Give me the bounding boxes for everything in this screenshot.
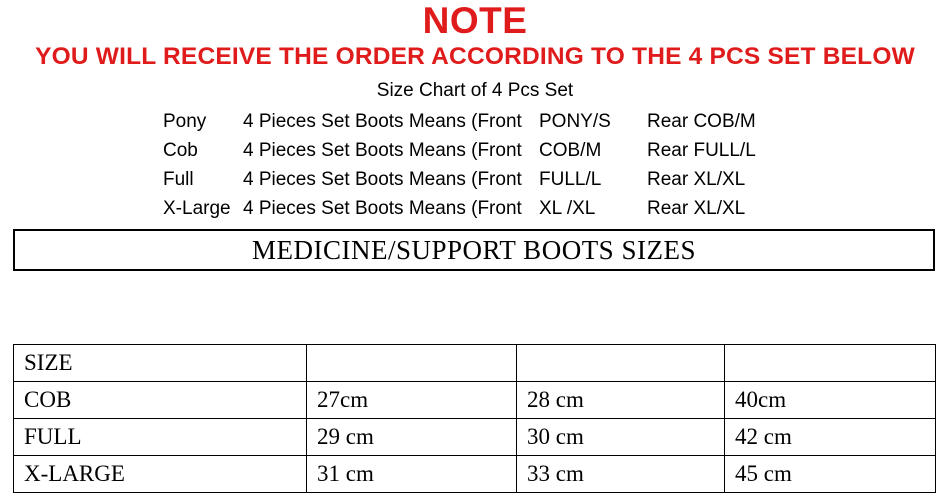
set-row-size: Cob: [163, 140, 198, 161]
column-header-4: [725, 345, 936, 382]
cell-val-2: 30 cm: [517, 419, 725, 456]
set-chart-caption: Size Chart of 4 Pcs Set: [376, 80, 574, 101]
column-header-3: [517, 345, 725, 382]
set-row-size: Pony: [163, 111, 207, 132]
cell-size: COB: [14, 382, 307, 419]
cell-val-3: 45 cm: [725, 456, 936, 493]
note-subtitle: YOU WILL RECEIVE THE ORDER ACCORDING TO THE 4 PCS SET BELOW: [35, 43, 915, 70]
table-row: [14, 456, 936, 493]
cell-val-3: 42 cm: [725, 419, 936, 456]
cell-val-3: 40cm: [725, 382, 936, 419]
table-row: [163, 194, 787, 223]
set-row-rear: Rear XL/XL: [647, 198, 746, 219]
column-header-2: [307, 345, 517, 382]
measurements-table: [13, 344, 936, 493]
set-chart-table: [163, 107, 787, 223]
boots-sizes-title: MEDICINE/SUPPORT BOOTS SIZES: [252, 234, 696, 265]
column-header-size: SIZE: [14, 345, 307, 382]
cell-val-1: 27cm: [307, 382, 517, 419]
cell-val-2: 33 cm: [517, 456, 725, 493]
note-title: NOTE: [422, 0, 528, 41]
table-header-row: [14, 345, 936, 382]
set-row-means: 4 Pieces Set Boots Means (Front: [243, 169, 522, 190]
cell-size: FULL: [14, 419, 307, 456]
set-row-front: FULL/L: [539, 169, 602, 190]
set-row-front: COB/M: [539, 140, 602, 161]
set-row-rear: Rear FULL/L: [647, 140, 756, 161]
set-row-front: PONY/S: [539, 111, 611, 132]
cell-val-1: 31 cm: [307, 456, 517, 493]
table-row: [163, 165, 787, 194]
set-row-means: 4 Pieces Set Boots Means (Front: [243, 111, 522, 132]
boots-sizes-title-box: [13, 229, 935, 271]
set-row-means: 4 Pieces Set Boots Means (Front: [243, 198, 522, 219]
size-chart-page: [0, 1, 950, 499]
set-row-means: 4 Pieces Set Boots Means (Front: [243, 140, 522, 161]
set-row-rear: Rear COB/M: [647, 111, 756, 132]
set-row-size: X-Large: [163, 198, 231, 219]
set-row-size: Full: [163, 169, 194, 190]
set-row-rear: Rear XL/XL: [647, 169, 746, 190]
set-row-front: XL /XL: [539, 198, 596, 219]
cell-val-2: 28 cm: [517, 382, 725, 419]
table-row: [163, 107, 787, 136]
table-row: [14, 382, 936, 419]
table-row: [163, 136, 787, 165]
cell-val-1: 29 cm: [307, 419, 517, 456]
table-row: [14, 419, 936, 456]
cell-size: X-LARGE: [14, 456, 307, 493]
